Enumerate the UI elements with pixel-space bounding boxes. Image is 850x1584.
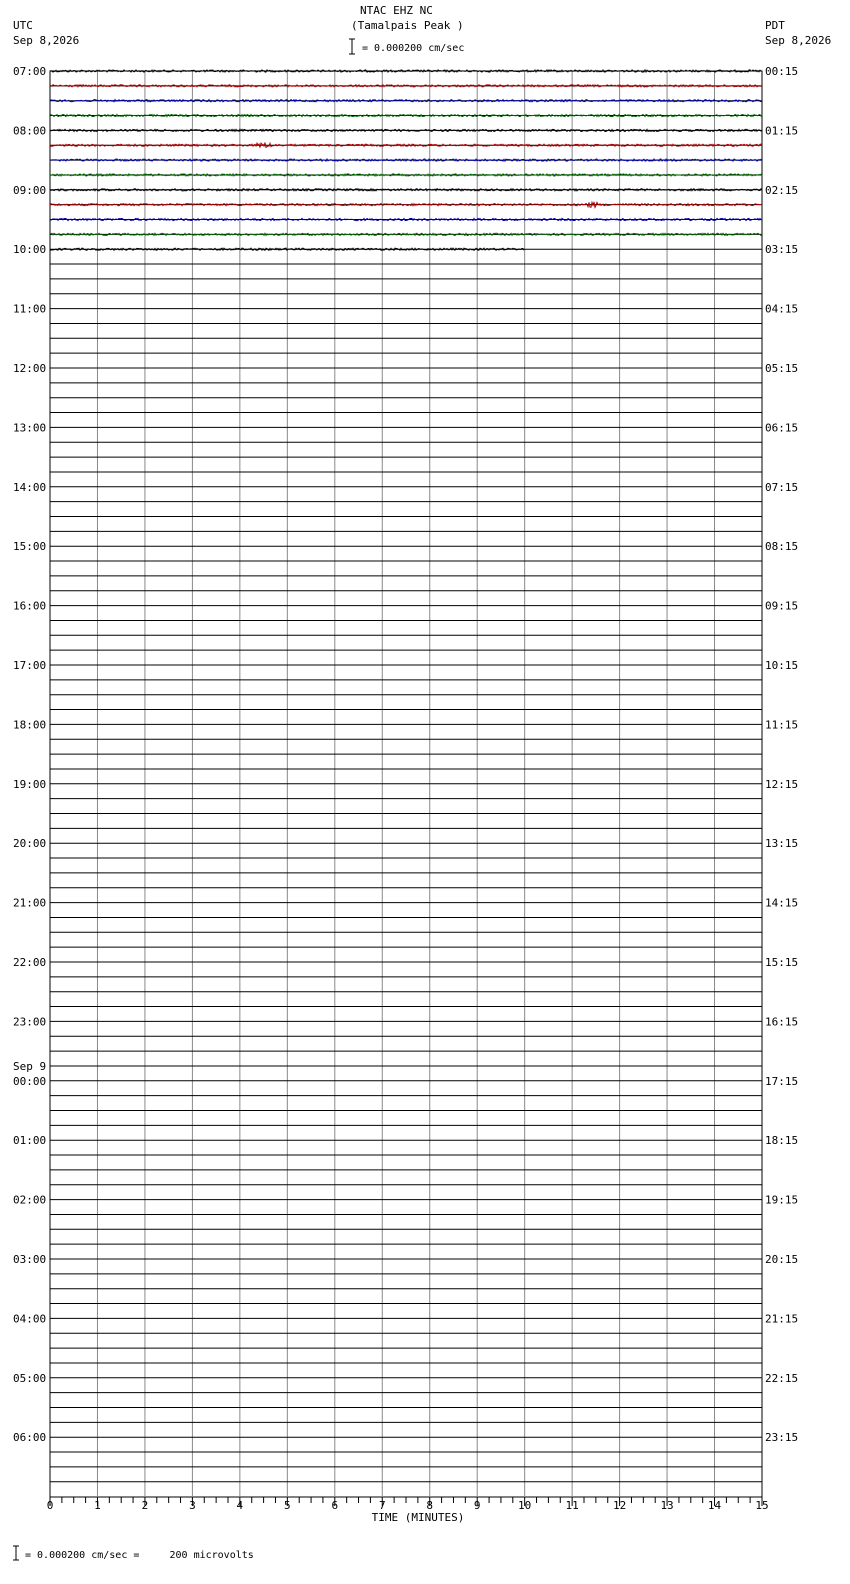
x-tick-label: 5 [284,1499,291,1512]
utc-hour-label: 06:00 [13,1431,47,1445]
utc-hour-label: 18:00 [13,718,47,732]
pdt-time-label: 07:15 [765,480,799,494]
utc-hour-label: 10:00 [13,243,47,257]
pdt-time-label: 13:15 [765,837,799,851]
seismic-trace [50,202,762,208]
pdt-time-label: 04:15 [765,302,799,316]
right-date: Sep 8,2026 [765,34,832,47]
x-axis-label: TIME (MINUTES) [371,1511,465,1524]
pdt-time-label: 05:15 [765,362,799,375]
seismic-trace [50,189,762,191]
utc-hour-label: 16:00 [13,599,47,613]
x-tick-label: 2 [141,1499,149,1512]
x-tick-label: 1 [94,1499,101,1512]
utc-hour-label: 09:00 [13,183,47,197]
x-tick-label: 14 [707,1499,722,1512]
left-date: Sep 8,2026 [13,34,80,47]
footer-scale-note: = 0.000200 cm/sec = 200 microvolts [25,1550,254,1561]
seismic-trace [50,70,762,72]
utc-hour-label: 12:00 [13,362,47,375]
utc-hour-label: 11:00 [13,302,47,316]
x-tick-label: 3 [189,1499,196,1512]
pdt-time-label: 11:15 [765,718,799,732]
pdt-time-label: 10:15 [765,659,799,672]
utc-date-label: Sep 9 [13,1059,47,1073]
utc-hour-label: 22:00 [13,956,47,969]
station-location: (Tamalpais Peak ) [351,19,464,32]
utc-hour-label: 01:00 [13,1134,47,1148]
x-tick-label: 13 [660,1499,674,1512]
utc-hour-label: 03:00 [13,1253,47,1266]
x-tick-label: 11 [565,1499,579,1512]
x-tick-label: 8 [426,1499,434,1512]
pdt-time-label: 01:15 [765,124,799,138]
x-tick-label: 7 [378,1499,386,1512]
seismic-trace [50,159,762,161]
utc-hour-label: 04:00 [13,1312,47,1326]
pdt-time-label: 14:15 [765,896,799,910]
pdt-time-label: 06:15 [765,421,799,435]
utc-hour-label: 02:00 [13,1193,47,1207]
utc-hour-label: 08:00 [13,124,47,138]
pdt-time-label: 20:15 [765,1253,799,1266]
left-timezone: UTC [13,19,33,32]
utc-hour-label: 15:00 [13,540,47,554]
seismic-trace [50,129,762,131]
pdt-time-label: 15:15 [765,956,799,969]
x-tick-label: 6 [331,1499,339,1512]
right-timezone: PDT [765,19,785,32]
utc-hour-label: 19:00 [13,777,47,791]
pdt-time-label: 17:15 [765,1074,799,1088]
utc-hour-label: 13:00 [13,421,47,435]
utc-hour-label: 05:00 [13,1371,47,1385]
utc-hour-label: 07:00 [13,65,47,78]
pdt-time-label: 23:15 [765,1431,799,1445]
pdt-time-label: 09:15 [765,599,799,613]
utc-hour-label: 23:00 [13,1015,47,1029]
seismic-trace [50,233,762,235]
utc-hour-label: 00:00 [13,1074,47,1088]
pdt-time-label: 19:15 [765,1193,799,1207]
utc-hour-label: 21:00 [13,896,47,910]
pdt-time-label: 18:15 [765,1134,799,1148]
pdt-time-label: 22:15 [765,1371,799,1385]
pdt-time-label: 03:15 [765,243,799,257]
x-tick-label: 9 [473,1499,481,1512]
pdt-time-label: 12:15 [765,777,799,791]
pdt-time-label: 00:15 [765,65,799,78]
pdt-time-label: 16:15 [765,1015,799,1029]
scale-label: = 0.000200 cm/sec [362,43,465,54]
x-tick-label: 4 [236,1499,244,1512]
x-tick-label: 12 [612,1499,627,1512]
x-tick-label: 0 [46,1499,54,1512]
x-tick-label: 10 [518,1499,532,1512]
utc-hour-label: 17:00 [13,659,47,672]
utc-hour-label: 14:00 [13,480,47,494]
station-title: NTAC EHZ NC [360,4,433,17]
footer-scale-bar-icon [10,1545,22,1563]
pdt-time-label: 02:15 [765,183,799,197]
pdt-time-label: 21:15 [765,1312,799,1326]
pdt-time-label: 08:15 [765,540,799,554]
seismic-trace [50,114,762,116]
x-tick-label: 15 [755,1499,769,1512]
utc-hour-label: 20:00 [13,837,47,851]
